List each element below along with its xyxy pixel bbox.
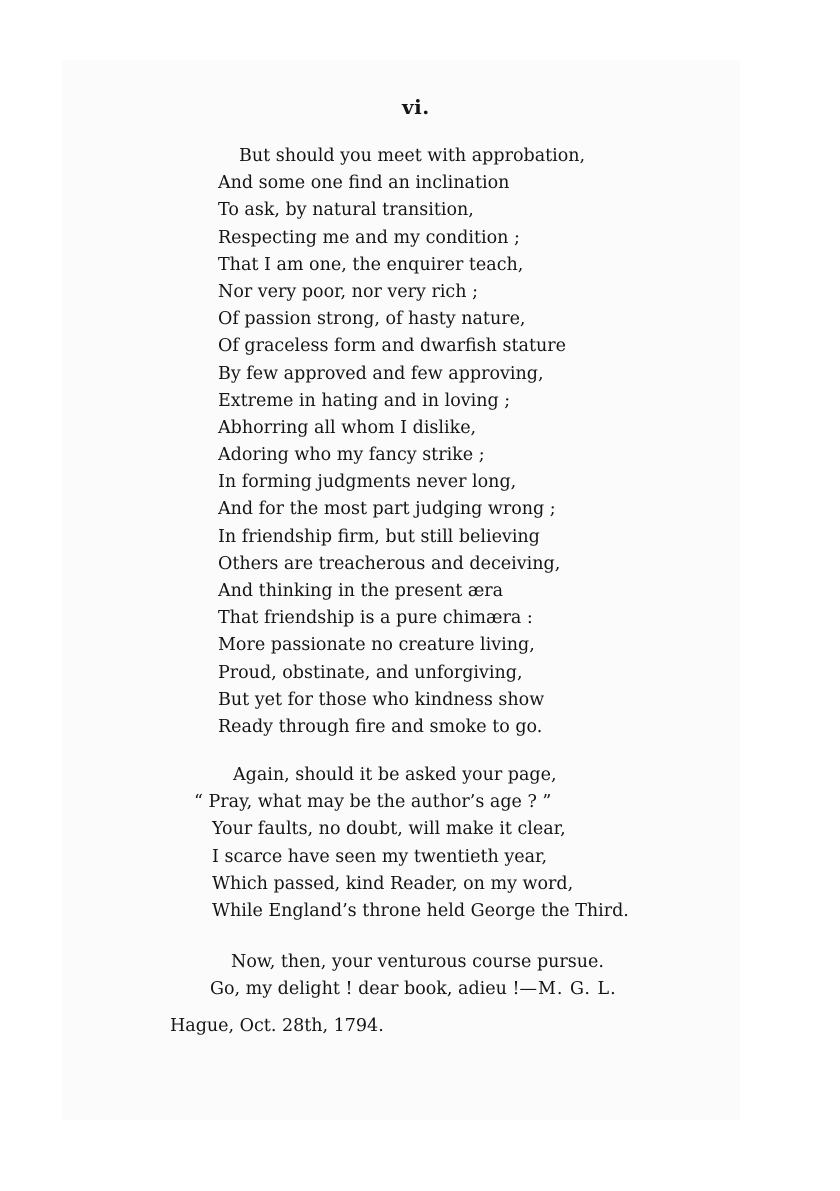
poem-line: Which passed, kind Reader, on my word,	[212, 873, 574, 894]
poem-line: More passionate no creature living,	[218, 635, 535, 656]
poem-line: Now, then, your venturous course pursue.	[231, 952, 604, 972]
dateline: Hague, Oct. 28th, 1794.	[170, 1016, 384, 1036]
poem-line: Respecting me and my condition ;	[218, 227, 520, 248]
poem-line: To ask, by natural transition,	[218, 200, 474, 221]
poem-line: By few approved and few approving,	[218, 363, 544, 384]
poem-line: Abhorring all whom I dislike,	[218, 417, 477, 438]
page-number: vi.	[402, 95, 430, 119]
poem-line: Your faults, no doubt, will make it clear,	[212, 819, 566, 840]
poem-line: In forming judgments never long,	[218, 472, 517, 493]
poem-line: I scarce have seen my twentieth year,	[212, 846, 548, 867]
author-signature: —M. G. L.	[519, 979, 617, 1000]
poem-line: Ready through fire and smoke to go.	[218, 716, 543, 737]
poem-line: And thinking in the present æra	[218, 581, 504, 601]
stanza-3	[210, 949, 617, 1003]
poem-line: Nor very poor, nor very rich ;	[218, 281, 478, 302]
poem-line: In friendship firm, but still believing	[218, 526, 540, 547]
poem-line: Proud, obstinate, and unforgiving,	[218, 662, 523, 683]
poem-line: Extreme in hating and in loving ;	[218, 390, 511, 411]
poem-line: Of graceless form and dwarfish stature	[218, 336, 566, 357]
poem-line-with-signature	[210, 976, 617, 1003]
poem-line: Again, should it be asked your page,	[233, 765, 557, 785]
poem-line: Adoring who my fancy strike ;	[218, 445, 485, 466]
poem-line: Others are treacherous and deceiving,	[218, 553, 561, 574]
poem-line: But yet for those who kindness show	[218, 689, 545, 710]
poem-line: But should you meet with approbation,	[239, 146, 586, 166]
poem-line: Of passion strong, of hasty nature,	[218, 309, 526, 330]
poem-line: That friendship is a pure chimæra :	[218, 608, 533, 629]
poem-line: And some one find an inclination	[218, 173, 510, 194]
poem-line: And for the most part judging wrong ;	[218, 499, 556, 520]
stanza-2	[194, 762, 629, 925]
poem-line: Go, my delight ! dear book, adieu !	[210, 979, 520, 1000]
stanza-1	[218, 143, 585, 741]
poem-line: That I am one, the enquirer teach,	[218, 254, 524, 275]
poem-line: While England’s throne held George the Third.	[212, 900, 629, 921]
poem-line: “ Pray, what may be the author’s age ? ”	[194, 792, 552, 813]
